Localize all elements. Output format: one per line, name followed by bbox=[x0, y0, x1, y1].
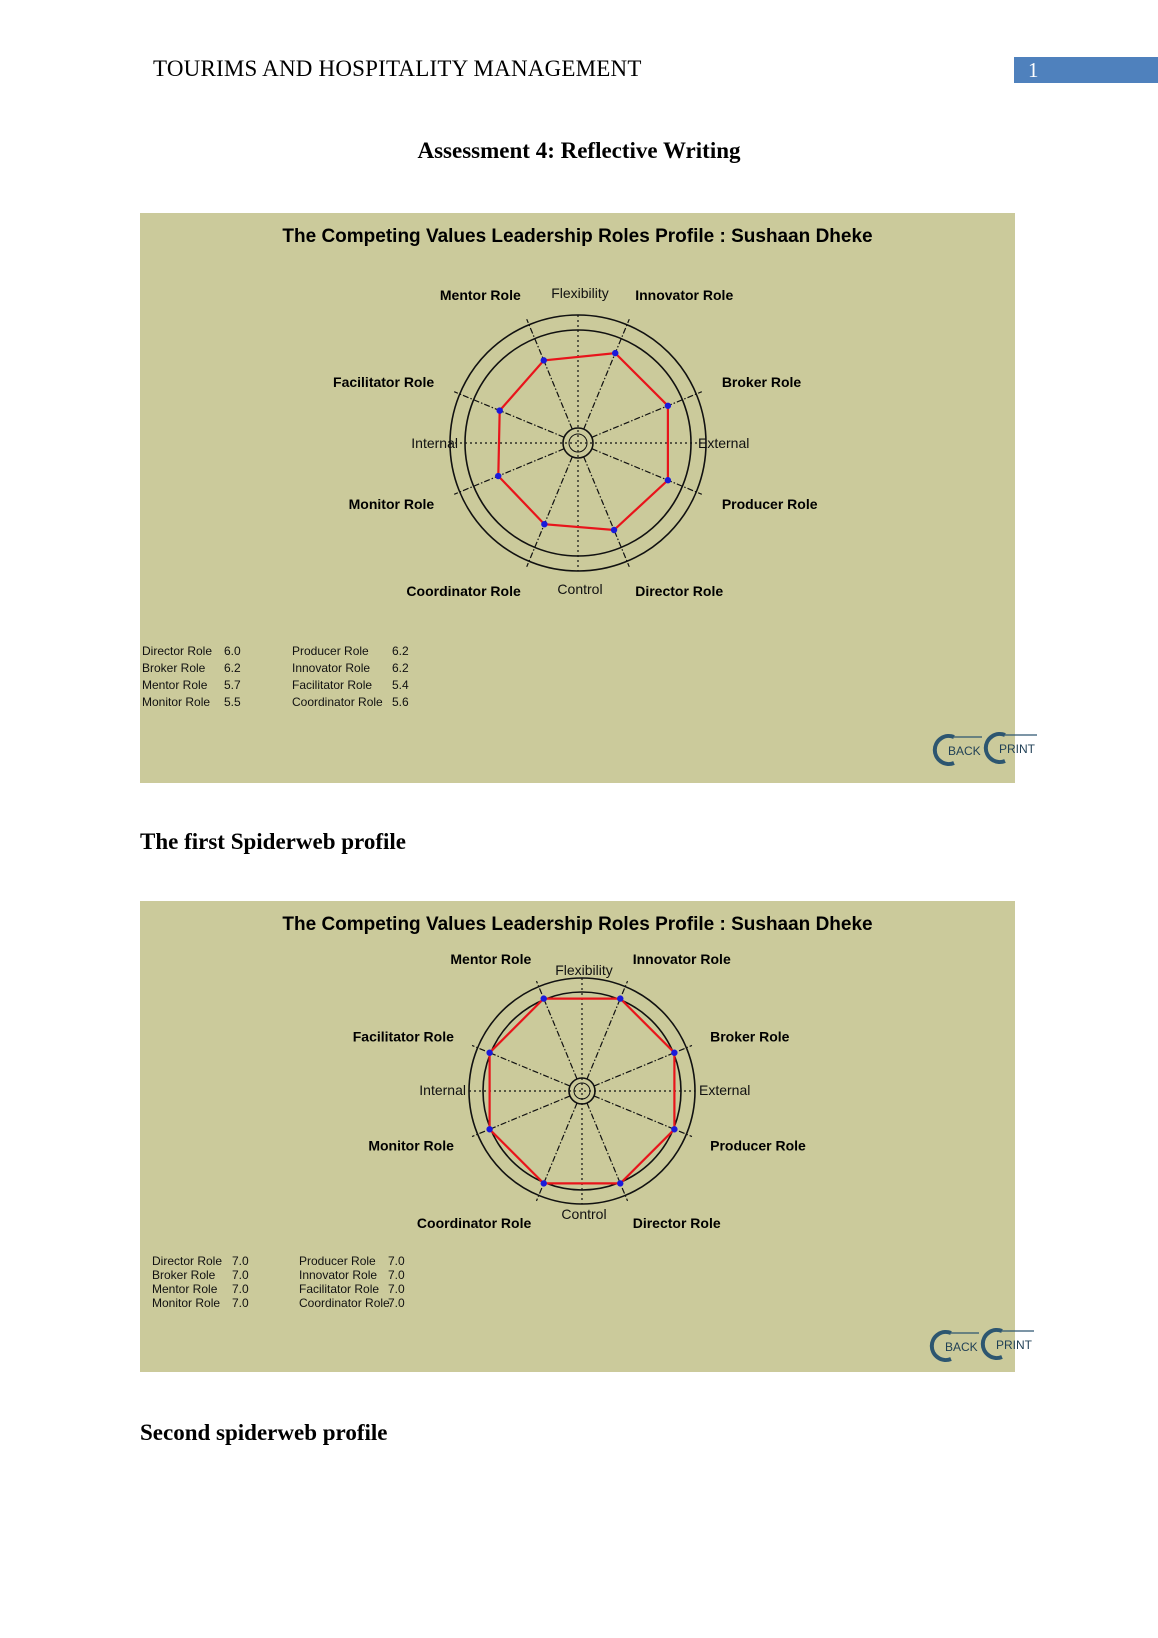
score-value: 6.0 bbox=[224, 644, 241, 658]
score-value: 5.7 bbox=[224, 678, 241, 692]
data-point-producer-role bbox=[665, 477, 671, 483]
score-label: Coordinator Role bbox=[292, 695, 383, 709]
inner-ring bbox=[483, 992, 681, 1190]
score-value: 6.2 bbox=[392, 661, 409, 675]
role-label-director-role: Director Role bbox=[632, 1215, 721, 1232]
data-point-monitor-role bbox=[495, 473, 501, 479]
score-value: 6.2 bbox=[224, 661, 241, 675]
radar-chart bbox=[140, 213, 1035, 783]
score-value: 7.0 bbox=[388, 1296, 405, 1310]
spoke-broker-role bbox=[592, 392, 702, 438]
score-label: Director Role bbox=[152, 1254, 223, 1268]
axis-label-control: Control bbox=[561, 1206, 607, 1222]
score-label: Facilitator Role bbox=[292, 678, 373, 692]
spiderweb-profile-panel-2 bbox=[140, 901, 1032, 1372]
data-point-mentor-role bbox=[541, 995, 547, 1001]
axis-label-flexibility: Flexibility bbox=[555, 962, 613, 978]
profile-caption-1: The first Spiderweb profile bbox=[140, 829, 406, 854]
data-point-facilitator-role bbox=[486, 1050, 492, 1056]
score-label: Mentor Role bbox=[152, 1282, 218, 1296]
data-point-coordinator-role bbox=[541, 1180, 547, 1186]
data-point-facilitator-role bbox=[497, 407, 503, 413]
print-button-label: PRINT bbox=[999, 742, 1035, 756]
role-label-coordinator-role: Coordinator Role bbox=[416, 1215, 532, 1232]
data-point-innovator-role bbox=[612, 350, 618, 356]
center-ring bbox=[569, 1078, 595, 1104]
profile-outline bbox=[498, 353, 668, 530]
data-point-coordinator-role bbox=[541, 521, 547, 527]
center-ring-inner bbox=[574, 1083, 590, 1099]
role-label-broker-role: Broker Role bbox=[710, 1028, 790, 1045]
role-label-innovator-role: Innovator Role bbox=[632, 950, 731, 967]
spoke-innovator-role bbox=[584, 319, 630, 429]
document-heading: Assessment 4: Reflective Writing bbox=[417, 138, 741, 163]
score-label: Monitor Role bbox=[142, 695, 211, 709]
back-button-label: BACK bbox=[948, 744, 981, 758]
role-label-mentor-role: Mentor Role bbox=[450, 950, 532, 967]
score-value: 7.0 bbox=[232, 1254, 249, 1268]
role-label-broker-role: Broker Role bbox=[721, 373, 802, 390]
score-label: Broker Role bbox=[152, 1268, 216, 1282]
role-label-monitor-role: Monitor Role bbox=[368, 1137, 454, 1154]
score-label: Facilitator Role bbox=[299, 1282, 380, 1296]
score-label: Innovator Role bbox=[292, 661, 371, 675]
spoke-mentor-role bbox=[527, 319, 573, 429]
outer-ring bbox=[469, 978, 695, 1204]
role-label-facilitator-role: Facilitator Role bbox=[352, 1028, 454, 1045]
spoke-producer-role bbox=[592, 449, 702, 495]
chart-title: The Competing Values Leadership Roles Profile : Sushaan Dheke bbox=[282, 226, 873, 247]
print-button[interactable] bbox=[986, 734, 1037, 762]
role-label-producer-role: Producer Role bbox=[721, 496, 818, 513]
role-label-mentor-role: Mentor Role bbox=[439, 287, 521, 304]
data-point-innovator-role bbox=[617, 995, 623, 1001]
data-point-broker-role bbox=[665, 403, 671, 409]
score-label: Producer Role bbox=[299, 1254, 376, 1268]
axis-label-internal: Internal bbox=[419, 1082, 466, 1098]
spiderweb-profile-panel-1 bbox=[140, 213, 1035, 783]
back-button-label: BACK bbox=[945, 1340, 978, 1354]
role-label-monitor-role: Monitor Role bbox=[348, 496, 435, 513]
score-value: 5.5 bbox=[224, 695, 241, 709]
score-value: 7.0 bbox=[388, 1282, 405, 1296]
role-label-producer-role: Producer Role bbox=[710, 1137, 806, 1154]
score-label: Broker Role bbox=[142, 661, 206, 675]
spoke-director-role bbox=[584, 457, 630, 567]
center-ring bbox=[563, 428, 593, 458]
role-label-coordinator-role: Coordinator Role bbox=[406, 582, 521, 599]
axis-label-external: External bbox=[698, 435, 750, 451]
score-value: 5.6 bbox=[392, 695, 409, 709]
score-value: 7.0 bbox=[388, 1268, 405, 1282]
axis-label-external: External bbox=[699, 1082, 751, 1098]
profile-caption-2: Second spiderweb profile bbox=[140, 1420, 388, 1445]
print-button-label: PRINT bbox=[996, 1338, 1032, 1352]
radar-chart bbox=[140, 901, 1032, 1372]
data-point-director-role bbox=[611, 527, 617, 533]
data-point-producer-role bbox=[671, 1126, 677, 1132]
data-point-mentor-role bbox=[541, 357, 547, 363]
data-point-director-role bbox=[617, 1180, 623, 1186]
axis-label-control: Control bbox=[557, 581, 603, 597]
score-value: 5.4 bbox=[392, 678, 409, 692]
score-label: Director Role bbox=[142, 644, 213, 658]
score-value: 7.0 bbox=[232, 1296, 249, 1310]
back-button[interactable] bbox=[932, 1332, 979, 1360]
back-button[interactable] bbox=[935, 736, 982, 764]
running-header-title: TOURIMS AND HOSPITALITY MANAGEMENT bbox=[153, 56, 642, 81]
page-number-badge: 1 bbox=[1014, 57, 1158, 83]
score-value: 7.0 bbox=[232, 1282, 249, 1296]
chart-title: The Competing Values Leadership Roles Profile : Sushaan Dheke bbox=[282, 914, 873, 935]
axis-label-flexibility: Flexibility bbox=[551, 285, 609, 301]
print-button[interactable] bbox=[983, 1330, 1034, 1358]
score-value: 6.2 bbox=[392, 644, 409, 658]
score-label: Monitor Role bbox=[152, 1296, 221, 1310]
score-label: Coordinator Role bbox=[299, 1296, 390, 1310]
data-point-monitor-role bbox=[486, 1126, 492, 1132]
score-label: Mentor Role bbox=[142, 678, 208, 692]
score-value: 7.0 bbox=[232, 1268, 249, 1282]
score-value: 7.0 bbox=[388, 1254, 405, 1268]
role-label-facilitator-role: Facilitator Role bbox=[333, 373, 435, 390]
score-label: Producer Role bbox=[292, 644, 369, 658]
profile-outline bbox=[490, 999, 675, 1184]
role-label-innovator-role: Innovator Role bbox=[635, 287, 734, 304]
role-label-director-role: Director Role bbox=[635, 582, 724, 599]
data-point-broker-role bbox=[671, 1050, 677, 1056]
score-label: Innovator Role bbox=[299, 1268, 378, 1282]
axis-label-internal: Internal bbox=[411, 435, 458, 451]
